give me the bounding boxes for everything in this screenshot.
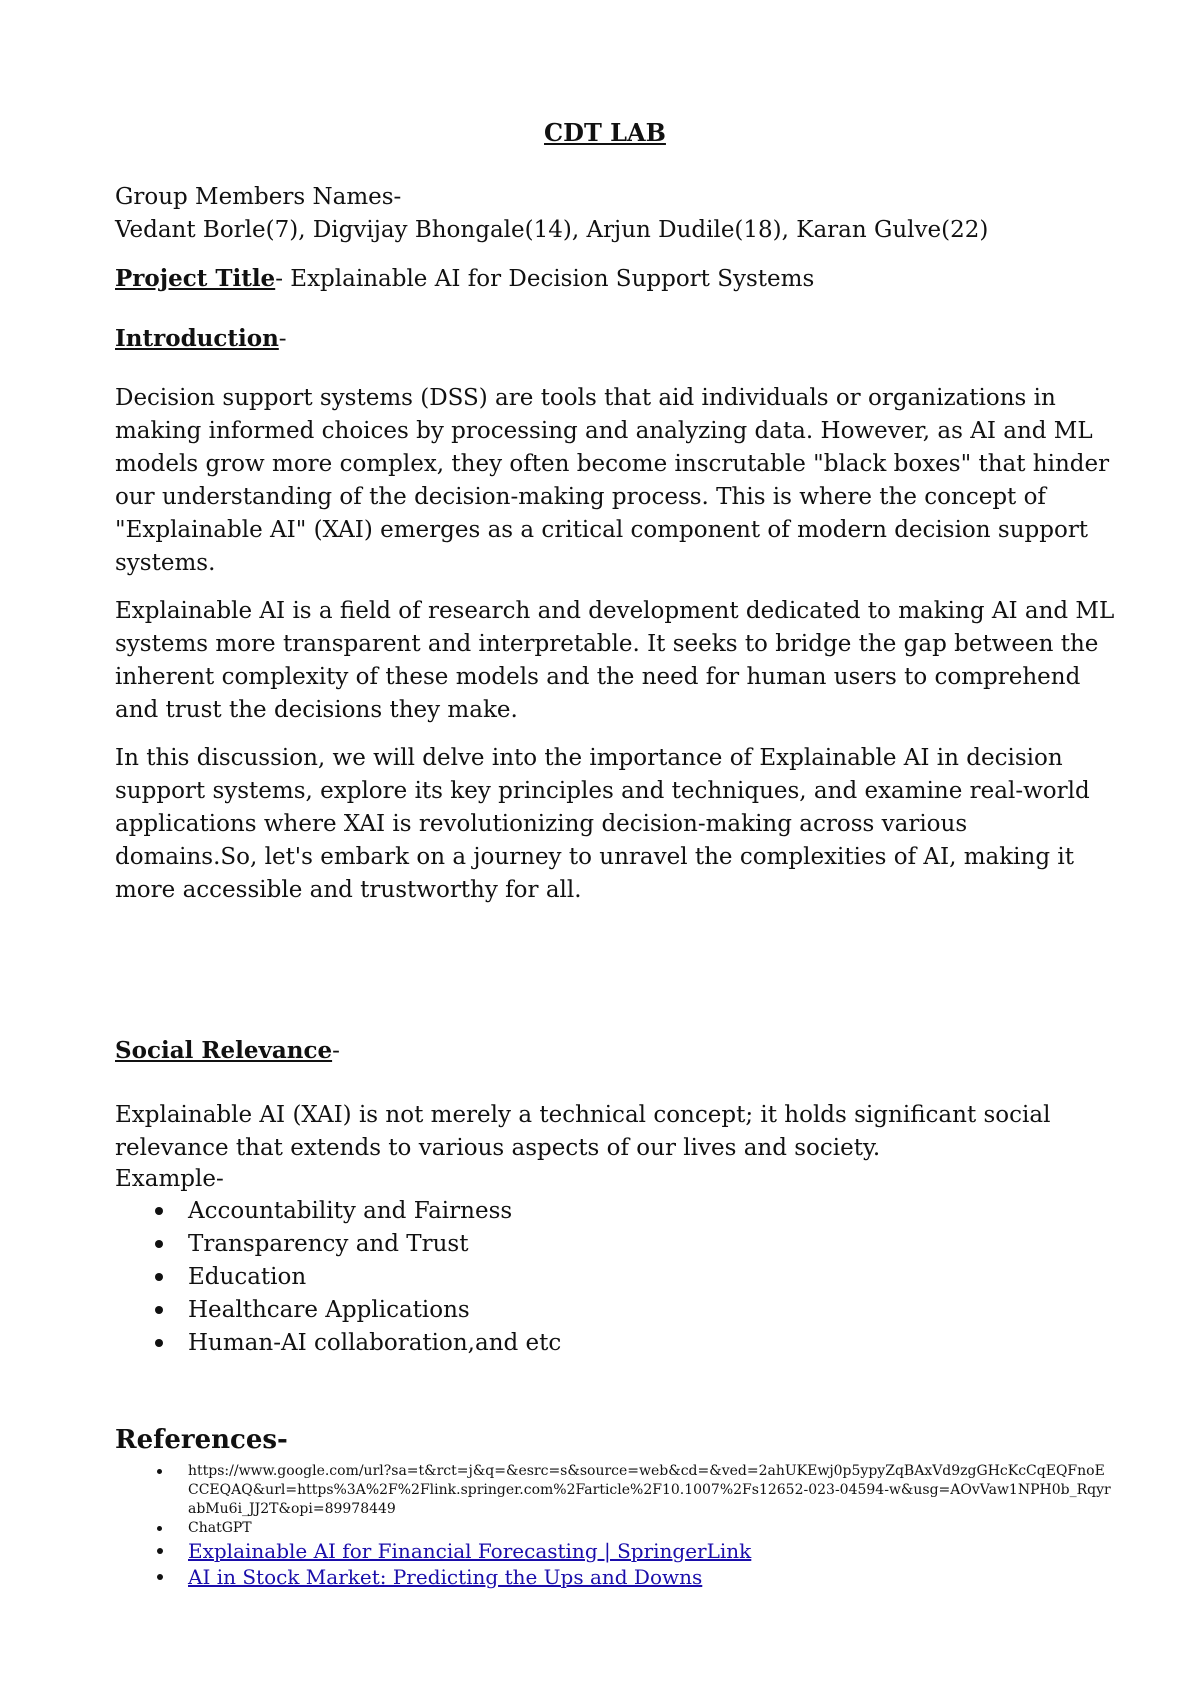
intro-paragraph-1: Decision support systems (DSS) are tools that aid individuals or organizations in making informed choices by processing and analyzing data. However, as AI and ML models grow more complex, they often become inscrutable "black boxes" that hinder our understanding of the decision-making process. This is where the concept of "Explainable AI" (XAI) emerges as a critical component of modern decision support systems. — [115, 385, 1110, 576]
group-members-label: Group Members Names- — [115, 184, 402, 210]
project-title-label: Project Title — [115, 265, 276, 292]
bullet-icon — [157, 1548, 163, 1554]
intro-paragraph-3: In this discussion, we will delve into the importance of Explainable AI in decision support systems, explore its key principles and techniques, and examine real-world applications where XAI is revolutionizing decision-making across various domains.So, let's embark on a journey to unravel the complexities of AI, making it more accessible and trustworthy for all. — [115, 745, 1090, 903]
bullet-icon — [157, 1469, 162, 1474]
references-heading: References- — [115, 1425, 288, 1455]
list-item-text: Accountability and Fairness — [188, 1198, 513, 1224]
examples-list — [115, 1195, 1015, 1360]
reference-url-item[interactable] — [115, 1462, 1115, 1519]
list-item-text: Transparency and Trust — [188, 1231, 469, 1257]
reference-link-item — [115, 1538, 1115, 1564]
bullet-icon — [155, 1306, 163, 1314]
reference-chatgpt-text: ChatGPT — [188, 1520, 252, 1536]
bullet-icon — [155, 1339, 163, 1347]
group-members-names: Vedant Borle(7), Digvijay Bhongale(14), Arjun Dudile(18), Karan Gulve(22) — [115, 217, 989, 243]
bullet-icon — [157, 1526, 162, 1531]
list-item — [115, 1261, 1015, 1294]
reference-link-stock-market[interactable]: AI in Stock Market: Predicting the Ups and Downs — [188, 1565, 703, 1589]
introduction-heading-suffix: - — [278, 326, 287, 352]
project-title-value: - Explainable AI for Decision Support Systems — [275, 266, 815, 292]
social-relevance-heading: Social Relevance — [115, 1037, 333, 1064]
bullet-icon — [157, 1574, 163, 1580]
introduction-heading: Introduction — [115, 325, 279, 352]
bullet-icon — [155, 1240, 163, 1248]
introduction-heading-line — [115, 322, 1115, 356]
bullet-icon — [155, 1207, 163, 1215]
social-heading-suffix: - — [332, 1038, 340, 1064]
list-item — [115, 1327, 1015, 1360]
bullet-icon — [155, 1273, 163, 1281]
list-item-text: Healthcare Applications — [188, 1297, 470, 1323]
group-members-block — [115, 181, 1115, 247]
intro-paragraph-2: Explainable AI is a field of research and development dedicated to making AI and ML systems more transparent and interpretable. It seeks to bridge the gap between the inherent complexity of these models and the need for human users to comprehend and trust the decisions they make. — [115, 598, 1115, 723]
project-title-line — [115, 262, 1115, 296]
reference-link-springer[interactable]: Explainable AI for Financial Forecasting | SpringerLink — [188, 1539, 752, 1563]
references-list — [115, 1462, 1115, 1590]
reference-link-item — [115, 1564, 1115, 1590]
page-title: CDT LAB — [544, 118, 666, 147]
list-item-text: Education — [188, 1264, 307, 1290]
list-item-text: Human-AI collaboration,and etc — [188, 1330, 562, 1356]
example-label: Example- — [115, 1166, 224, 1192]
social-heading-line — [115, 1034, 1115, 1068]
social-paragraph: Explainable AI (XAI) is not merely a technical concept; it holds significant social relevance that extends to various aspects of our lives and society. — [115, 1102, 1051, 1161]
list-item — [115, 1228, 1015, 1261]
reference-url-text[interactable]: https://www.google.com/url?sa=t&rct=j&q=&esrc=s&source=web&cd=&ved=2ahUKEwj0p5ypyZqBAxVd9zgGHcKcCqEQFnoECCEQAQ&url=https%3A%2F%2Flink.springer.com%2Farticle%2F10.1007%2Fs12652-023-04594-w&usg=AOvVaw1NPH0b_RqyrabMu6i_JJ2T&opi=89978449 — [188, 1463, 1111, 1517]
list-item — [115, 1195, 1015, 1228]
list-item — [115, 1294, 1015, 1327]
reference-chatgpt-item — [115, 1519, 1115, 1538]
